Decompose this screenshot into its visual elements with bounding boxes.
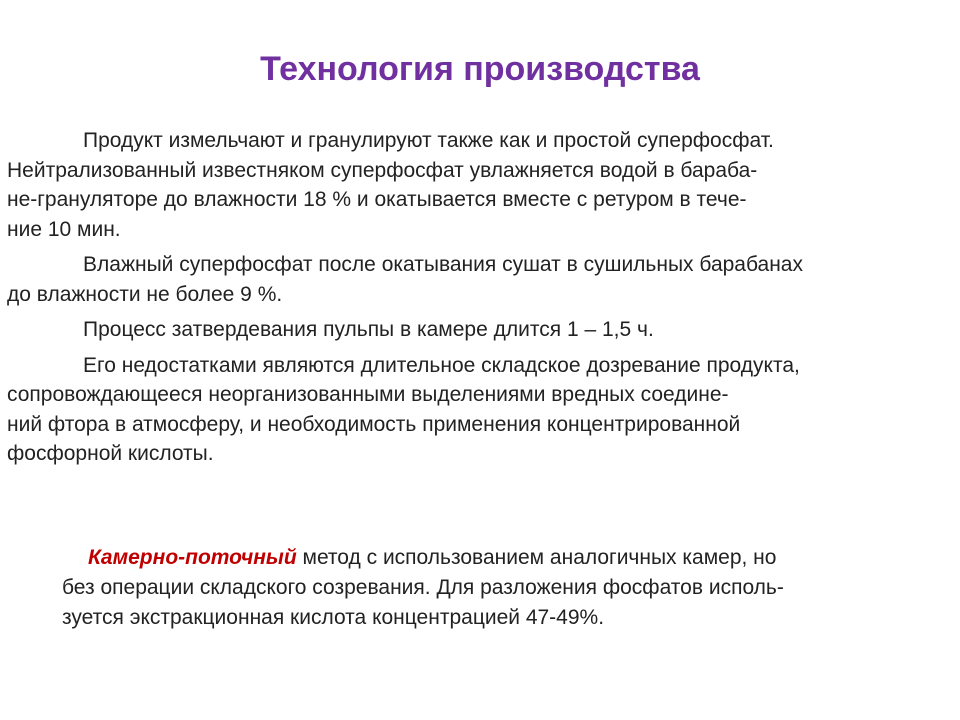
text-line: Его недостатками являются длительное складское дозревание продукта, xyxy=(83,353,800,377)
note-line: без операции складского созревания. Для разложения фосфатов исполь- xyxy=(62,576,784,599)
text-line: Продукт измельчают и гранулируют также как и простой суперфосфат. xyxy=(83,129,774,152)
text-line: до влажности не более 9 %. xyxy=(7,282,283,306)
chamber-flow-method-note xyxy=(62,543,902,633)
highlighted-term: Камерно-поточный xyxy=(88,546,297,569)
paragraph-product-processing xyxy=(7,126,915,244)
body-text xyxy=(7,126,915,475)
slide-title: Технология производства xyxy=(260,50,700,88)
note-line: зуется экстракционная кислота концентрацией 47-49%. xyxy=(62,606,605,629)
text-line: не-грануляторе до влажности 18 % и окатывается вместе с ретуром в тече- xyxy=(7,188,747,211)
text-line: фосфорной кислоты. xyxy=(7,442,214,465)
text-line: Влажный суперфосфат после окатывания сушат в сушильных барабанах xyxy=(83,253,803,276)
text-line: ние 10 мин. xyxy=(7,217,121,241)
text-line: Нейтрализованный известняком суперфосфат увлажняется водой в бараба- xyxy=(7,158,758,182)
text-line: Процесс затвердевания пульпы в камере длится 1 – 1,5 ч. xyxy=(83,318,654,341)
note-line xyxy=(62,543,902,573)
paragraph-drying xyxy=(7,250,915,309)
text-line: сопровождающееся неорганизованными выделениями вредных соедине- xyxy=(7,383,729,406)
paragraph-curing-time xyxy=(45,315,915,345)
note-line-rest: метод с использованием аналогичных камер, но xyxy=(296,546,777,569)
paragraph-disadvantages xyxy=(7,351,915,469)
text-line: ний фтора в атмосферу, и необходимость применения концентрированной xyxy=(7,412,741,436)
